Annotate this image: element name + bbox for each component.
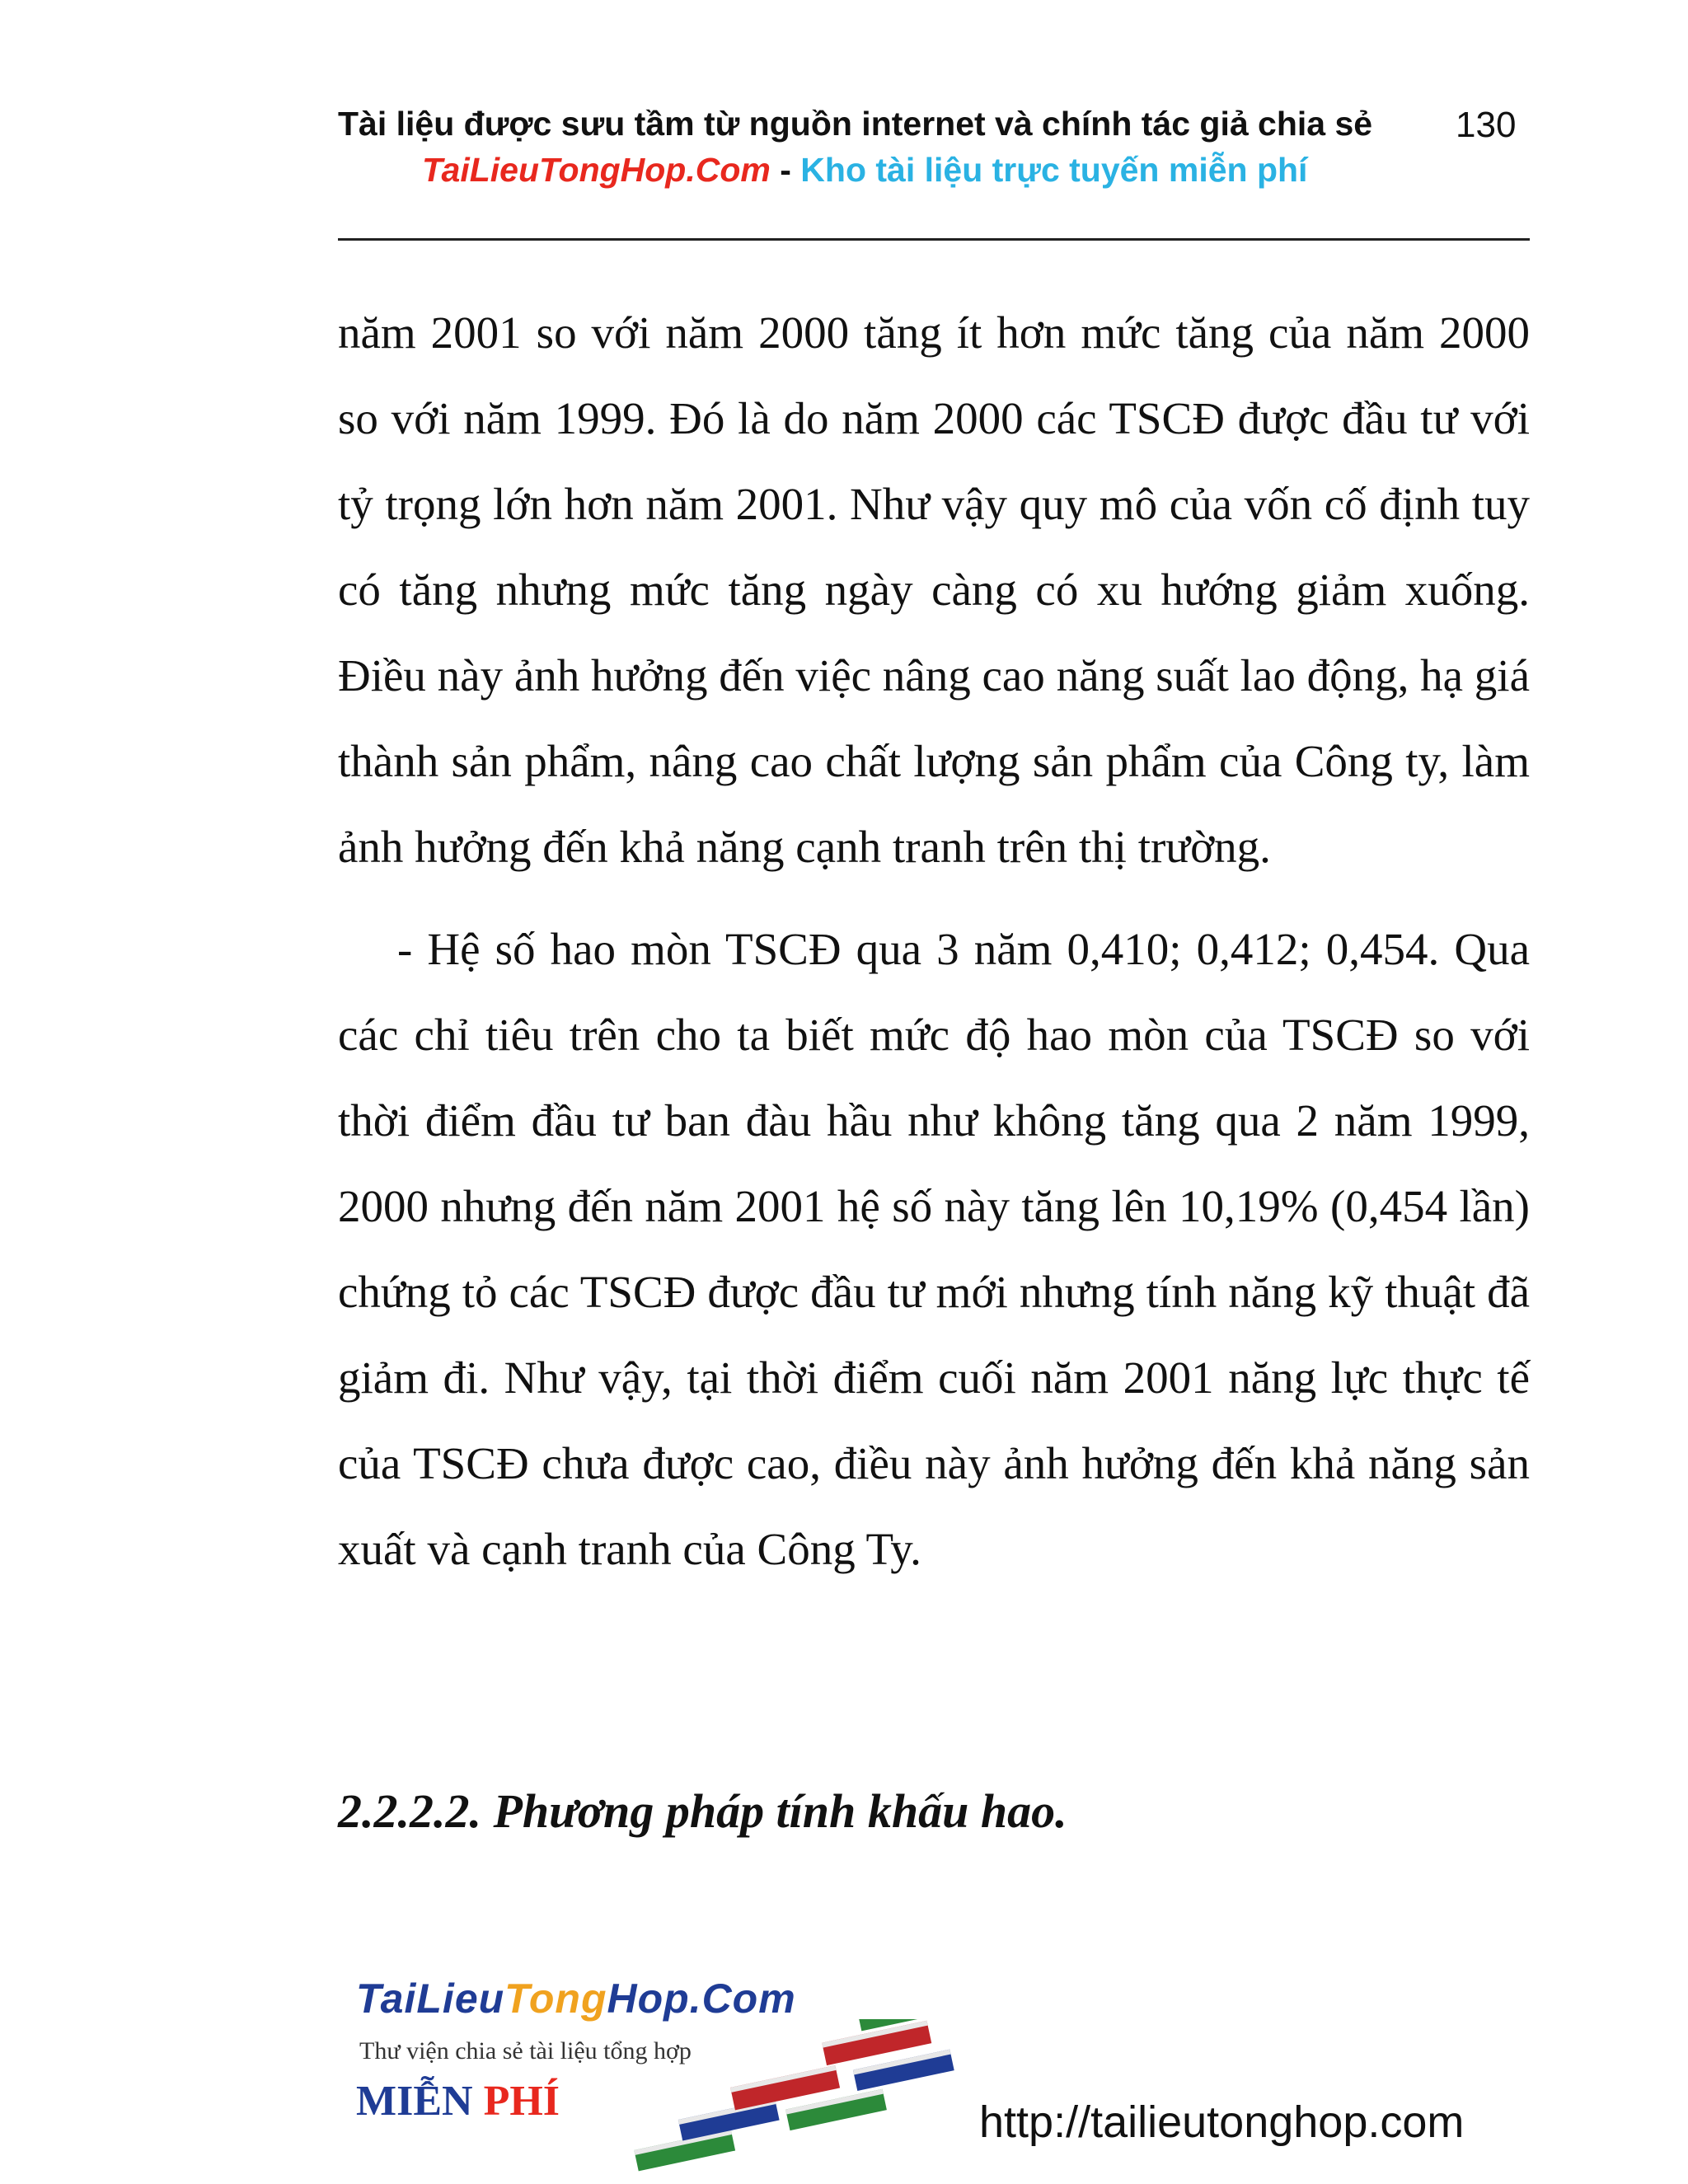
header-site-link[interactable]: TaiLieuTongHop.Com [422, 151, 771, 189]
logo-subtitle: Thư viện chia sẻ tài liệu tổng hợp [359, 2037, 692, 2064]
header-divider [338, 238, 1530, 241]
section-heading: 2.2.2.2. Phương pháp tính khấu hao. [338, 1784, 1067, 1838]
logo-title: TaiLieuTongHop.Com [356, 1975, 796, 2022]
document-body [338, 290, 1530, 1592]
page-number: 130 [1456, 105, 1517, 145]
header-tagline: Kho tài liệu trực tuyến miễn phí [800, 151, 1308, 189]
header-source-note: Tài liệu được sưu tầm từ nguồn internet và chính tác giả chia sẻ [338, 105, 1373, 143]
logo-free-label: MIỄN PHÍ [356, 2078, 560, 2125]
footer-url-link[interactable]: http://tailieutonghop.com [979, 2097, 1465, 2147]
books-icon [593, 2019, 973, 2176]
paragraph-1: năm 2001 so với năm 2000 tăng ít hơn mức tăng của năm 2000 so với năm 1999. Đó là do năm 2000 các TSCĐ được đầu tư với tỷ trọng lớn hơn năm 2001. Như vậy quy mô của vốn cố định tuy có tăng nhưng mức tăng ngày càng có xu hướng giảm xuống. Điều này ảnh hưởng đến việc nâng cao năng suất lao động, hạ giá thành sản phẩm, nâng cao chất lượng sản phẩm của Công ty, làm ảnh hưởng đến khả năng cạnh tranh trên thị trường. [338, 307, 1530, 872]
site-logo[interactable] [346, 1970, 973, 2184]
paragraph-2: - Hệ số hao mòn TSCĐ qua 3 năm 0,410; 0,412; 0,454. Qua các chỉ tiêu trên cho ta biết mức độ hao mòn của TSCĐ so với thời điểm đầu tư ban đàu hầu như không tăng qua 2 năm 1999, 2000 nhưng đến năm 2001 hệ số này tăng lên 10,19% (0,454 lần) chứng tỏ các TSCĐ được đầu tư mới nhưng tính năng kỹ thuật đã giảm đi. Như vậy, tại thời điểm cuối năm 2001 năng lực thực tế của TSCĐ chưa được cao, điều này ảnh hưởng đến khả năng sản xuất và cạnh tranh của Công Ty. [338, 924, 1530, 1574]
header-separator: - [770, 151, 801, 189]
header-site-line [422, 145, 1307, 194]
